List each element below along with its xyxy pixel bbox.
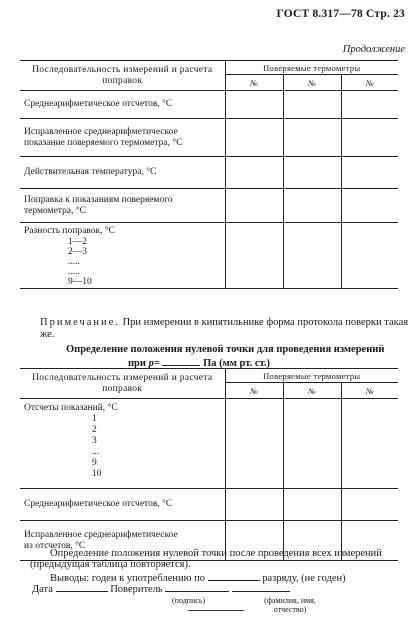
- diff-ellipsis-1: .....: [68, 257, 80, 267]
- grade-blank: [208, 571, 260, 581]
- row-corrected-mean-2: Исправленное среднеарифметическое из отсчетов, °С: [20, 521, 225, 561]
- note: [40, 317, 412, 341]
- reading-10: 10: [92, 469, 102, 479]
- signature-caption: (подпись): [172, 596, 206, 605]
- reading-9: 9: [92, 458, 97, 468]
- pressure-prefix: при: [128, 358, 146, 369]
- thermometer-number-1: №: [225, 383, 283, 399]
- diff-pair-9-10: 9—10: [68, 277, 92, 287]
- row-readings: Отсчеты показаний, °С: [24, 403, 118, 413]
- row-mean-readings: Среднеарифметическое отсчетов, °С: [20, 91, 225, 119]
- row-mean-readings-2: Среднеарифметическое отсчетов, °С: [20, 489, 225, 521]
- signature-blank: [165, 582, 229, 592]
- bottom-rule: [188, 610, 244, 611]
- conclusions-text: Выводы: годен к употреблению по: [50, 573, 205, 584]
- note-text: При измерении в кипятильнике форма протокола поверки такая же.: [40, 317, 409, 340]
- row-corrected-mean: Исправленное среднеарифметическое показание поверяемого термометра, °С: [20, 119, 225, 157]
- row-correction-difference: Разность поправок, °С: [24, 226, 115, 236]
- reading-ellipsis: ...: [92, 447, 100, 457]
- row-actual-temperature: Действительная температура, °С: [20, 157, 225, 189]
- footer-paragraph: Определение положения нулевой точки после проведения всех измерений (предыдущая таблица повторяется).: [30, 548, 382, 570]
- pressure-blank: [162, 356, 200, 366]
- fio-caption: (фамилия, имя, отчество): [264, 596, 316, 614]
- thermometer-number-3: №: [341, 75, 398, 91]
- diff-ellipsis-2: .....: [68, 267, 80, 277]
- pressure-symbol: p=: [148, 358, 160, 369]
- thermometer-number-2: №: [283, 383, 341, 399]
- conclusions-grade: разряду, (не годен): [262, 573, 346, 584]
- diff-pair-1-2: 1—2: [68, 237, 87, 247]
- verifier-label: Поверитель: [110, 584, 163, 595]
- thermometers-header: Поверяемые термометры: [225, 61, 398, 75]
- sequence-column-header-2: Последовательность измерений и расчета поправок: [20, 369, 225, 399]
- thermometers-header-2: Поверяемые термометры: [225, 369, 398, 383]
- name-blank: [232, 582, 290, 592]
- continuation-label: Продолжение: [342, 44, 405, 55]
- sequence-column-header: Последовательность измерений и расчета поправок: [20, 61, 225, 91]
- signature-line: [32, 582, 290, 595]
- pressure-units: Па (мм рт. ст.): [203, 358, 270, 369]
- section-title: Определение положения нулевой точки для проведения измерений: [66, 344, 385, 355]
- date-label: Дата: [32, 584, 53, 595]
- page-header: ГОСТ 8.317—78 Стр. 23: [276, 8, 405, 20]
- date-blank: [56, 582, 108, 592]
- note-prefix: Примечание.: [40, 317, 120, 328]
- thermometer-number-2: №: [283, 75, 341, 91]
- thermometer-number-3: №: [341, 383, 398, 399]
- thermometer-number-1: №: [225, 75, 283, 91]
- reading-3: 3: [92, 436, 97, 446]
- measurement-table-1: [20, 60, 398, 289]
- row-correction: Поправка к показаниям поверяемого термометра, °С: [20, 189, 225, 223]
- measurement-table-2: [20, 368, 398, 561]
- reading-2: 2: [92, 425, 97, 435]
- reading-1: 1: [92, 414, 97, 424]
- diff-pair-2-3: 2—3: [68, 247, 87, 257]
